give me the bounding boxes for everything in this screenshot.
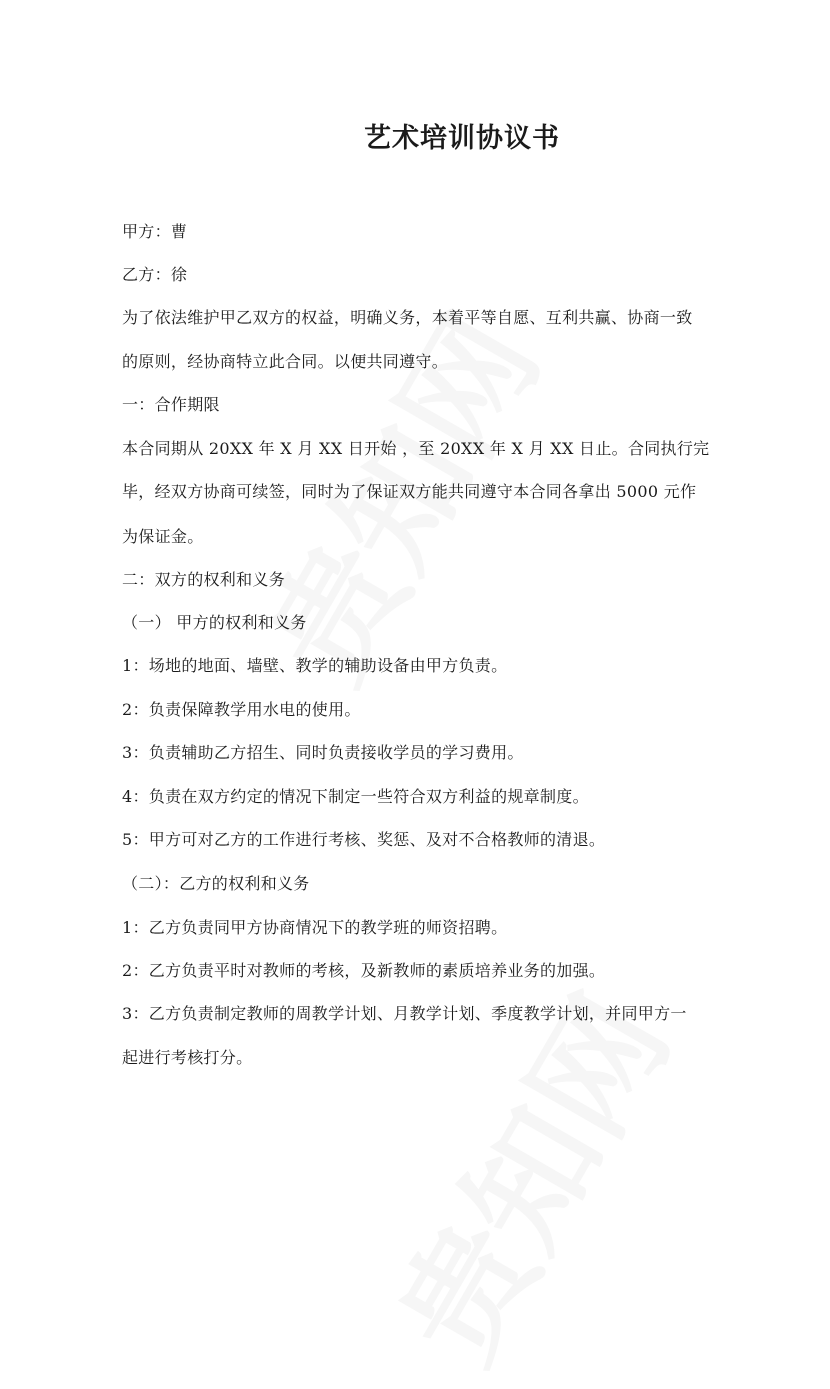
list-item: 5：甲方可对乙方的工作进行考核、奖惩、及对不合格教师的清退。 bbox=[122, 830, 606, 849]
list-item: 1：乙方负责同甲方协商情况下的教学班的师资招聘。 bbox=[122, 918, 508, 937]
list-item: 1：场地的地面、墙壁、教学的辅助设备由甲方负责。 bbox=[122, 656, 508, 675]
party-b: 乙方：徐 bbox=[122, 265, 188, 284]
paragraph-line: 本合同期从 20XX 年 X 月 XX 日开始 ，至 20XX 年 X 月 XX 日止。合同执行完 bbox=[122, 439, 710, 458]
list-item: 3：乙方负责制定教师的周教学计划、月教学计划、季度教学计划，并同甲方一 bbox=[122, 1004, 687, 1023]
list-item: 3：负责辅助乙方招生、同时负责接收学员的学习费用。 bbox=[122, 743, 524, 762]
list-item: 起进行考核打分。 bbox=[122, 1048, 253, 1067]
list-item: 2：负责保障教学用水电的使用。 bbox=[122, 700, 361, 719]
party-a: 甲方：曹 bbox=[122, 222, 188, 241]
subsection-heading: （二）：乙方的权利和义务 bbox=[122, 874, 310, 893]
paragraph-line: 为保证金。 bbox=[122, 527, 204, 546]
section-heading: 二：双方的权利和义务 bbox=[122, 570, 286, 589]
preamble-line: 的原则，经协商特立此合同。以便共同遵守。 bbox=[122, 352, 449, 371]
preamble-line: 为了依法维护甲乙双方的权益，明确义务，本着平等自愿、互利共赢、协商一致 bbox=[122, 308, 693, 327]
list-item: 4：负责在双方约定的情况下制定一些符合双方利益的规章制度。 bbox=[122, 787, 589, 806]
list-item: 2：乙方负责平时对教师的考核，及新教师的素质培养业务的加强。 bbox=[122, 961, 606, 980]
document-title: 艺术培训协议书 bbox=[364, 123, 560, 154]
paragraph-line: 毕，经双方协商可续签，同时为了保证双方能共同遵守本合同各拿出 5000 元作 bbox=[122, 482, 697, 501]
section-heading: 一：合作期限 bbox=[122, 395, 220, 414]
subsection-heading: （一） 甲方的权利和义务 bbox=[122, 613, 307, 632]
